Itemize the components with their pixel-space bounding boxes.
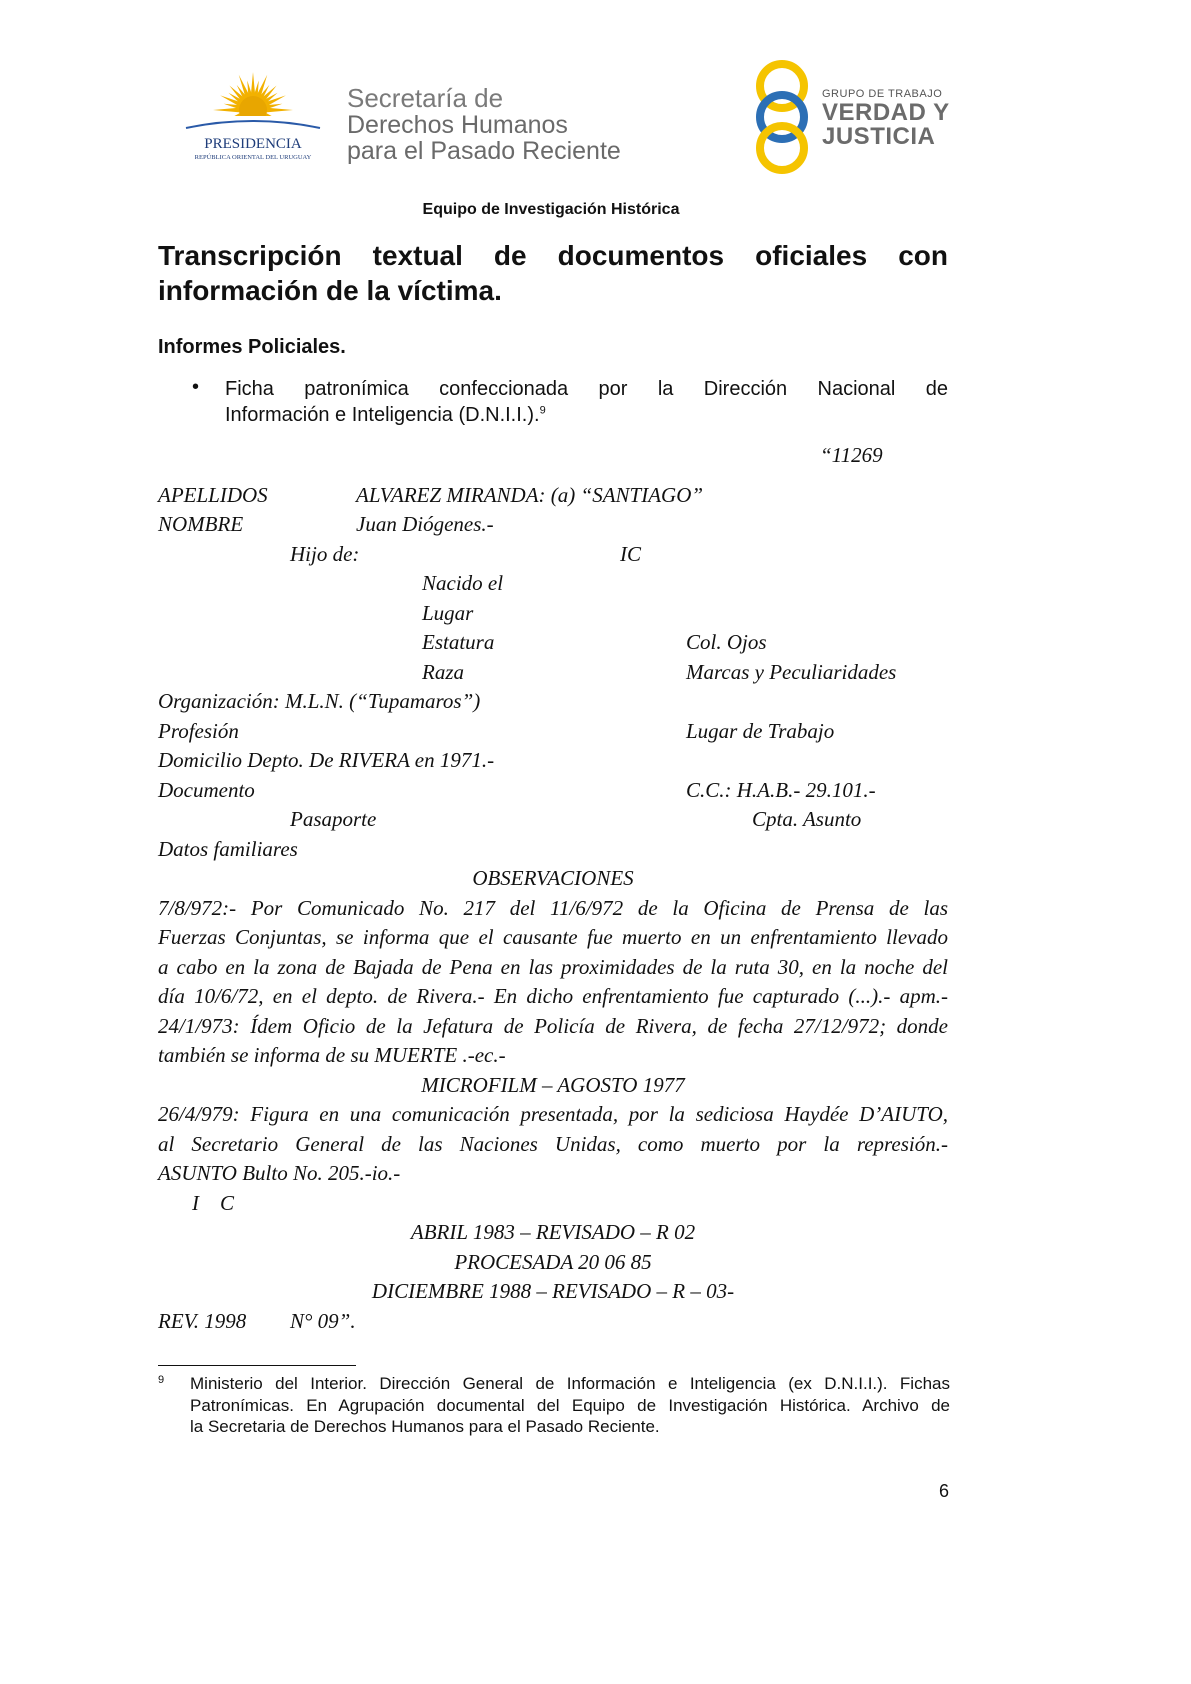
estatura-label: Estatura <box>422 630 495 654</box>
footnote-line-3: la Secretaria de Derechos Humanos para el Pasado Reciente. <box>190 1417 660 1436</box>
col-ojos-label: Col. Ojos <box>686 630 767 654</box>
secretaria-line-1: Secretaría de <box>347 83 504 113</box>
secretaria-line-2: Derechos Humanos <box>347 111 568 139</box>
footnote-line-1: Ministerio del Interior. Dirección General de Información e Inteligencia (ex D.N.I.I.). Fichas <box>190 1374 950 1393</box>
rev-label: REV. 1998 <box>158 1309 247 1333</box>
section-heading: Informes Policiales. <box>158 336 346 358</box>
bullet-symbol: • <box>192 376 200 398</box>
document-title-line-1: Transcripción textual de documentos oficiales con <box>158 240 948 271</box>
observation-line: 24/1/973: Ídem Oficio de la Jefatura de Policía de Rivera, de fecha 27/12/972; donde <box>158 1014 948 1038</box>
svg-text:PRESIDENCIA: PRESIDENCIA <box>204 136 302 152</box>
bullet-line-1: Ficha patronímica confeccionada por la Dirección Nacional de <box>225 378 948 400</box>
footnote-text <box>190 1373 950 1438</box>
observation-line: al Secretario General de las Naciones Unidas, como muerto por la represión.- <box>158 1132 948 1156</box>
observation-line: día 10/6/72, en el depto. de Rivera.- En dicho enfrentamiento fue capturado (...).- apm.- <box>158 984 948 1008</box>
lugar-trabajo-label: Lugar de Trabajo <box>686 719 835 743</box>
marcas-label: Marcas y Peculiaridades <box>686 660 897 684</box>
microfilm-line: MICROFILM – AGOSTO 1977 <box>421 1073 685 1097</box>
ic-label: IC <box>620 542 641 566</box>
document-title <box>158 238 948 308</box>
apellidos-value: ALVAREZ MIRANDA: (a) “SANTIAGO” <box>356 483 704 507</box>
secretaria-title <box>347 84 667 164</box>
footnote-reference: 9 <box>539 404 546 417</box>
secretaria-line-3: para el Pasado Reciente <box>347 137 621 165</box>
apellidos-label: APELLIDOS <box>158 483 268 507</box>
footnote-number: 9 <box>158 1374 165 1386</box>
procesada-line: PROCESADA 20 06 85 <box>454 1250 652 1274</box>
bullet-line-2: Información e Inteligencia (D.N.I.I.). <box>225 404 540 426</box>
grupo-trabajo-text <box>822 88 950 149</box>
pasaporte-label: Pasaporte <box>290 807 377 831</box>
observation-line: Fuerzas Conjuntas, se informa que el causante fue muerto en un enfrentamiento llevado <box>158 925 948 949</box>
svg-text:REPÚBLICA ORIENTAL DEL URUGUAY: REPÚBLICA ORIENTAL DEL URUGUAY <box>194 154 312 161</box>
profesion-label: Profesión <box>158 719 239 743</box>
organizacion-line: Organización: M.L.N. (“Tupamaros”) <box>158 689 481 713</box>
grupo-line-3: JUSTICIA <box>822 123 936 150</box>
observation-line: a cabo en la zona de Bajada de Pena en las proximidades de la ruta 30, en la noche del <box>158 955 948 979</box>
observation-line: ASUNTO Bulto No. 205.-io.- <box>158 1161 401 1185</box>
rings-icon <box>752 58 812 176</box>
i-c-marker: I C <box>192 1191 234 1215</box>
observation-line: 7/8/972:- Por Comunicado No. 217 del 11/6/972 de la Oficina de Prensa de las <box>158 896 948 920</box>
presidencia-logo <box>182 70 324 162</box>
record-number: “11269 <box>820 443 883 467</box>
observation-line: también se informa de su MUERTE .-ec.- <box>158 1043 506 1067</box>
hijo-de-label: Hijo de: <box>290 542 360 566</box>
nombre-label: NOMBRE <box>158 512 244 536</box>
abril-line: ABRIL 1983 – REVISADO – R 02 <box>410 1220 696 1244</box>
observaciones-heading: OBSERVACIONES <box>472 866 634 890</box>
bullet-text <box>225 376 948 428</box>
page-number: 6 <box>939 1481 950 1501</box>
grupo-line-1: GRUPO DE TRABAJO <box>822 88 943 100</box>
cc-value: C.C.: H.A.B.- 29.101.- <box>686 778 876 802</box>
diciembre-line: DICIEMBRE 1988 – REVISADO – R – 03- <box>371 1279 735 1303</box>
nacido-label: Nacido el <box>422 571 504 595</box>
observation-line: 26/4/979: Figura en una comunicación presentada, por la sediciosa Haydée D’AIUTO, <box>158 1102 948 1126</box>
team-heading: Equipo de Investigación Histórica <box>422 201 680 218</box>
raza-label: Raza <box>422 660 464 684</box>
grupo-line-2: VERDAD Y <box>822 99 950 126</box>
datos-familiares-label: Datos familiares <box>158 837 298 861</box>
nombre-value: Juan Diógenes.- <box>356 512 494 536</box>
footnote-line-2: Patronímicas. En Agrupación documental del Equipo de Investigación Histórica. Archivo de <box>190 1395 950 1415</box>
sun-icon <box>182 70 324 162</box>
rev-number: N° 09”. <box>290 1309 356 1333</box>
cpta-asunto-label: Cpta. Asunto <box>752 807 862 831</box>
documento-label: Documento <box>158 778 255 802</box>
grupo-trabajo-rings-logo <box>752 58 812 176</box>
footnote-separator <box>158 1365 356 1366</box>
lugar-label: Lugar <box>422 601 474 625</box>
domicilio-line: Domicilio Depto. De RIVERA en 1971.- <box>158 748 495 772</box>
document-title-line-2: información de la víctima. <box>158 275 502 306</box>
